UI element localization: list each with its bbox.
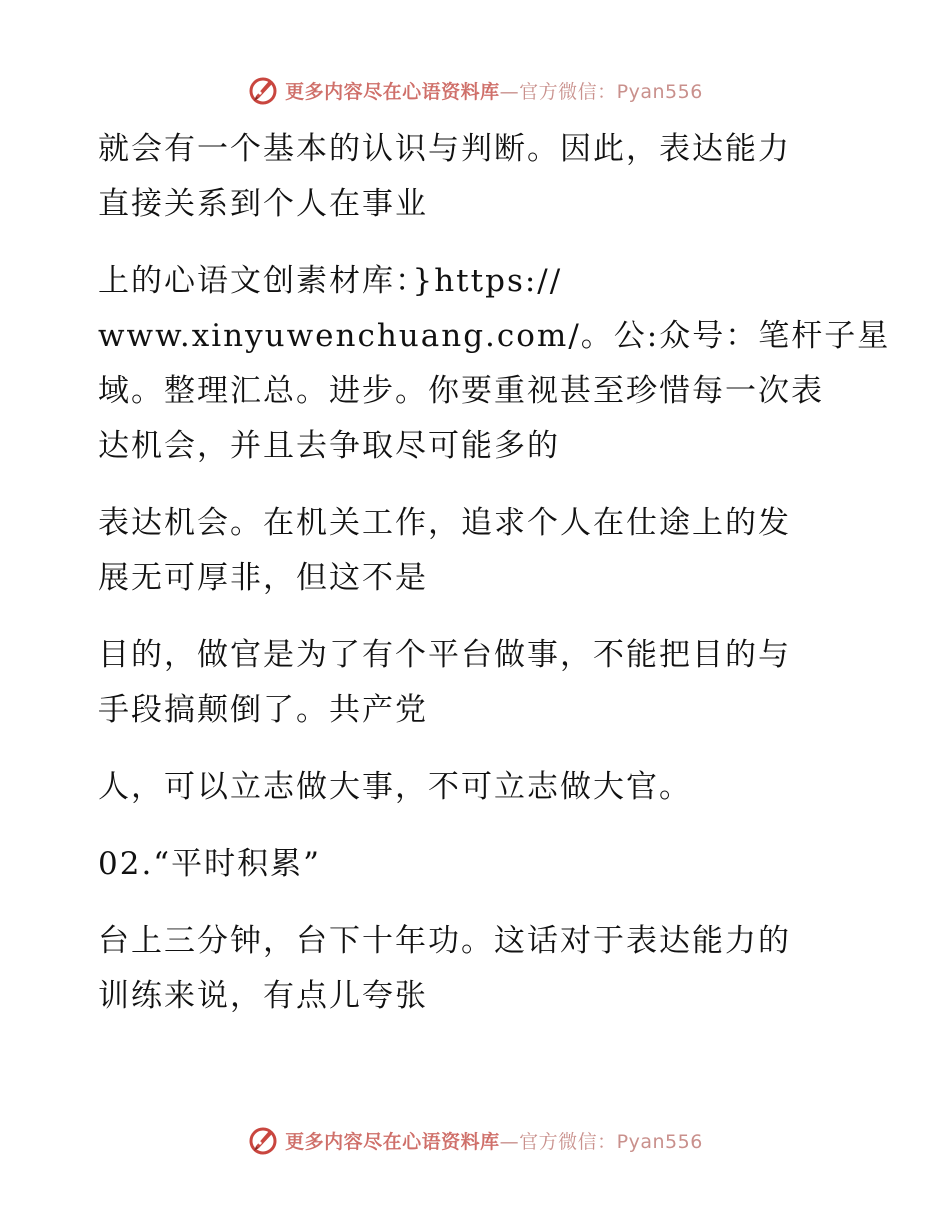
paragraph-2 — [98, 254, 891, 474]
footer-banner — [285, 1127, 703, 1154]
text-line: 上的心语文创素材库：}https:// — [98, 263, 563, 299]
text-line: www.xinyuwenchuang.com/。公:众号：笔杆子星 — [98, 318, 891, 354]
footer-banner-wechat: —官方微信：Pyan556 — [499, 1130, 703, 1153]
text-line: 训练来说，有点儿夸张 — [98, 978, 428, 1014]
document-body — [98, 122, 891, 1046]
text-line: 手段搞颠倒了。共产党 — [98, 692, 428, 728]
text-line: 目的，做官是为了有个平台做事，不能把目的与 — [98, 637, 791, 673]
text-line: 达机会，并且去争取尽可能多的 — [98, 428, 560, 464]
header-banner — [285, 77, 703, 104]
text-line: 直接关系到个人在事业 — [98, 186, 428, 222]
page-footer — [0, 1120, 950, 1160]
paragraph-7 — [98, 914, 858, 1024]
quill-pen-logo-icon — [247, 74, 279, 106]
text-line: 表达机会。在机关工作，追求个人在仕途上的发 — [98, 505, 791, 541]
footer-banner-lead: 更多内容尽在心语资料库 — [285, 1130, 500, 1153]
text-line: 人，可以立志做大事，不可立志做大官。 — [98, 769, 692, 805]
text-line: 02.“平时积累” — [98, 846, 321, 882]
paragraph-3 — [98, 496, 858, 606]
section-heading-02 — [98, 837, 858, 892]
paragraph-5 — [98, 760, 858, 815]
text-line: 就会有一个基本的认识与判断。因此，表达能力 — [98, 131, 791, 167]
text-line: 展无可厚非，但这不是 — [98, 560, 428, 596]
quill-pen-logo-icon — [247, 1124, 279, 1156]
paragraph-1 — [98, 122, 858, 232]
page-header — [0, 70, 950, 110]
header-banner-lead: 更多内容尽在心语资料库 — [285, 80, 500, 103]
paragraph-4 — [98, 628, 858, 738]
text-line: 台上三分钟，台下十年功。这话对于表达能力的 — [98, 923, 791, 959]
header-banner-wechat: —官方微信：Pyan556 — [499, 80, 703, 103]
text-line: 域。整理汇总。进步。你要重视甚至珍惜每一次表 — [98, 373, 824, 409]
